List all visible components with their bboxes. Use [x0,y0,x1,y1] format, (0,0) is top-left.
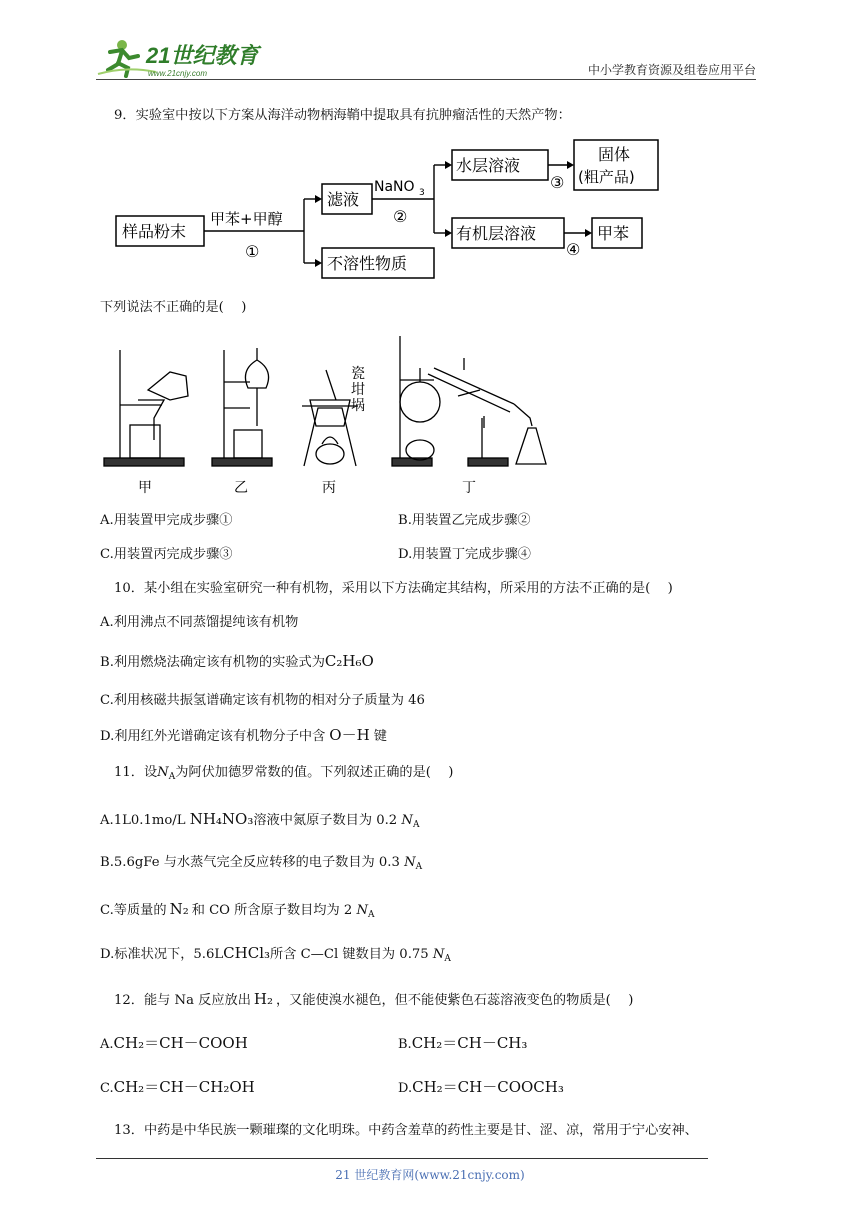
na-sub: A [168,772,176,782]
q9-apparatus-figure [100,330,560,500]
q10-d-text: D.利用红外光谱确定该有机物分子中含 [100,729,326,744]
q11-b-na-sub: A [415,862,423,872]
q11-a-pre: A.1L0.1mo/L [100,813,186,828]
q11-c-formula: N₂ [169,900,189,918]
flow-filtrate: 滤液 [327,190,360,209]
crucible-label-2: 坩 [351,382,365,398]
q10-b-formula: C₂H₆O [324,652,374,670]
flow-step3: ③ [550,173,565,192]
label-jia: 甲 [138,480,152,496]
logo-url: www.21cnjy.com [148,69,207,78]
q11-b-text: B.5.6gFe 与水蒸气完全反应转移的电子数目为 0.3 [100,855,400,870]
q10-option-c: C.利用核磁共振氢谱确定该有机物的相对分子质量为 46 [100,693,425,708]
q11-option-b [100,854,422,876]
crucible-label-1: 瓷 [351,366,365,382]
q11-stem-pre: 11．设 [114,765,158,780]
header-divider [96,79,756,80]
q11-a-na-sub: A [412,820,420,830]
q11-stem [114,764,453,786]
q12-stem-formula: H₂ [253,990,273,1008]
flow-crude: (粗产品) [578,168,635,186]
flow-reagent-sub: 3 [419,188,425,198]
flow-reagent: NaNO [374,179,415,195]
q11-c-pre: C.等质量的 [100,903,167,918]
q10-b-text: B.利用燃烧法确定该有机物的实验式为 [100,655,325,670]
q9-option-a: A.用装置甲完成步骤① [100,513,233,528]
q11-c-na: N [356,903,369,918]
q10-option-d [100,726,387,746]
q12-stem-post: ，又能使溴水褪色，但不能使紫色石蕊溶液变色的物质是( ) [276,993,634,1008]
footer-divider [96,1158,708,1159]
q11-b-na: N [404,855,416,870]
q9-flowchart [114,136,674,286]
runner-logo-icon [96,36,266,80]
flow-sample: 样品粉末 [122,222,187,241]
q11-option-a [100,810,419,834]
q11-d-na: N [432,947,445,962]
q9-option-b: B.用装置乙完成步骤② [398,513,531,528]
q12-option-d: D.CH₂＝CH－COOCH₃ [398,1078,564,1096]
flow-aqueous: 水层溶液 [456,156,521,175]
q11-d-formula: CHCl₃ [223,944,271,962]
platform-name: 中小学教育资源及组卷应用平台 [587,63,756,77]
q10-option-a: A.利用沸点不同蒸馏提纯该有机物 [100,615,299,630]
q11-a-post: 溶液中氮原子数目为 0.2 [253,813,398,828]
label-ding: 丁 [462,480,476,496]
crucible-label-3: 埚 [351,398,365,414]
q11-stem-post: 为阿伏加德罗常数的值。下列叙述正确的是( ) [175,765,454,780]
q11-c-na-sub: A [368,910,375,920]
flow-organic: 有机层溶液 [456,224,537,243]
q12-c-formula: CH₂＝CH－CH₂OH [113,1078,255,1096]
q12-d-formula: CH₂＝CH－COOCH₃ [412,1078,564,1096]
q11-option-d [100,944,451,968]
flow-step2: ② [393,207,408,226]
q12-option-b: B.CH₂＝CH－CH₃ [398,1034,528,1052]
q12-a-formula: CH₂＝CH－COOH [113,1034,248,1052]
q9-option-c: C.用装置丙完成步骤③ [100,547,233,562]
q13-stem: 13．中药是中华民族一颗璀璨的文化明珠。中药含羞草的药性主要是甘、涩、凉，常用于宁心安神、 [114,1123,698,1138]
q9-question: 下列说法不正确的是( ) [100,300,247,315]
na-symbol: N [157,765,169,780]
flow-solvent: 甲苯+甲醇 [210,210,283,228]
label-bing: 丙 [322,480,336,496]
q12-stem [114,990,633,1010]
flow-toluene: 甲苯 [597,224,630,243]
q11-a-formula: NH₄NO₃ [189,810,254,828]
q12-option-c: C.CH₂＝CH－CH₂OH [100,1078,255,1096]
q10-d-formula: O－H [329,726,370,744]
flow-step1: ① [245,242,260,261]
q11-a-na: N [401,813,413,828]
q11-d-pre: D.标准状况下，5.6L [100,947,224,962]
q9-stem: 9．实验室中按以下方案从海洋动物柄海鞘中提取具有抗肿瘤活性的天然产物： [114,108,571,123]
q12-stem-pre: 12．能与 Na 反应放出 [114,993,251,1008]
q9-option-d: D.用装置丁完成步骤④ [398,547,531,562]
flow-solid: 固体 [598,145,631,164]
label-yi: 乙 [234,480,248,496]
q10-stem: 10．某小组在实验室研究一种有机物，采用以下方法确定其结构，所采用的方法不正确的是( ) [114,581,673,596]
flow-step4: ④ [566,240,581,259]
flow-insoluble: 不溶性物质 [327,254,408,273]
q11-d-na-sub: A [444,954,451,964]
footer-link[interactable]: 21 世纪教育网(www.21cnjy.com) [335,1168,525,1182]
q12-option-a: A.CH₂＝CH－COOH [100,1034,248,1052]
q12-b-formula: CH₂＝CH－CH₃ [411,1034,528,1052]
q10-d-post: 键 [373,729,387,744]
site-logo [96,36,266,80]
q10-option-b [100,652,374,672]
q11-c-post: 和 CO 所含原子数目均为 2 [191,903,353,918]
logo-text: 21世纪教育 [146,43,259,68]
q11-option-c [100,900,375,924]
q11-d-post: 所含 C—Cl 键数目为 0.75 [270,947,429,962]
